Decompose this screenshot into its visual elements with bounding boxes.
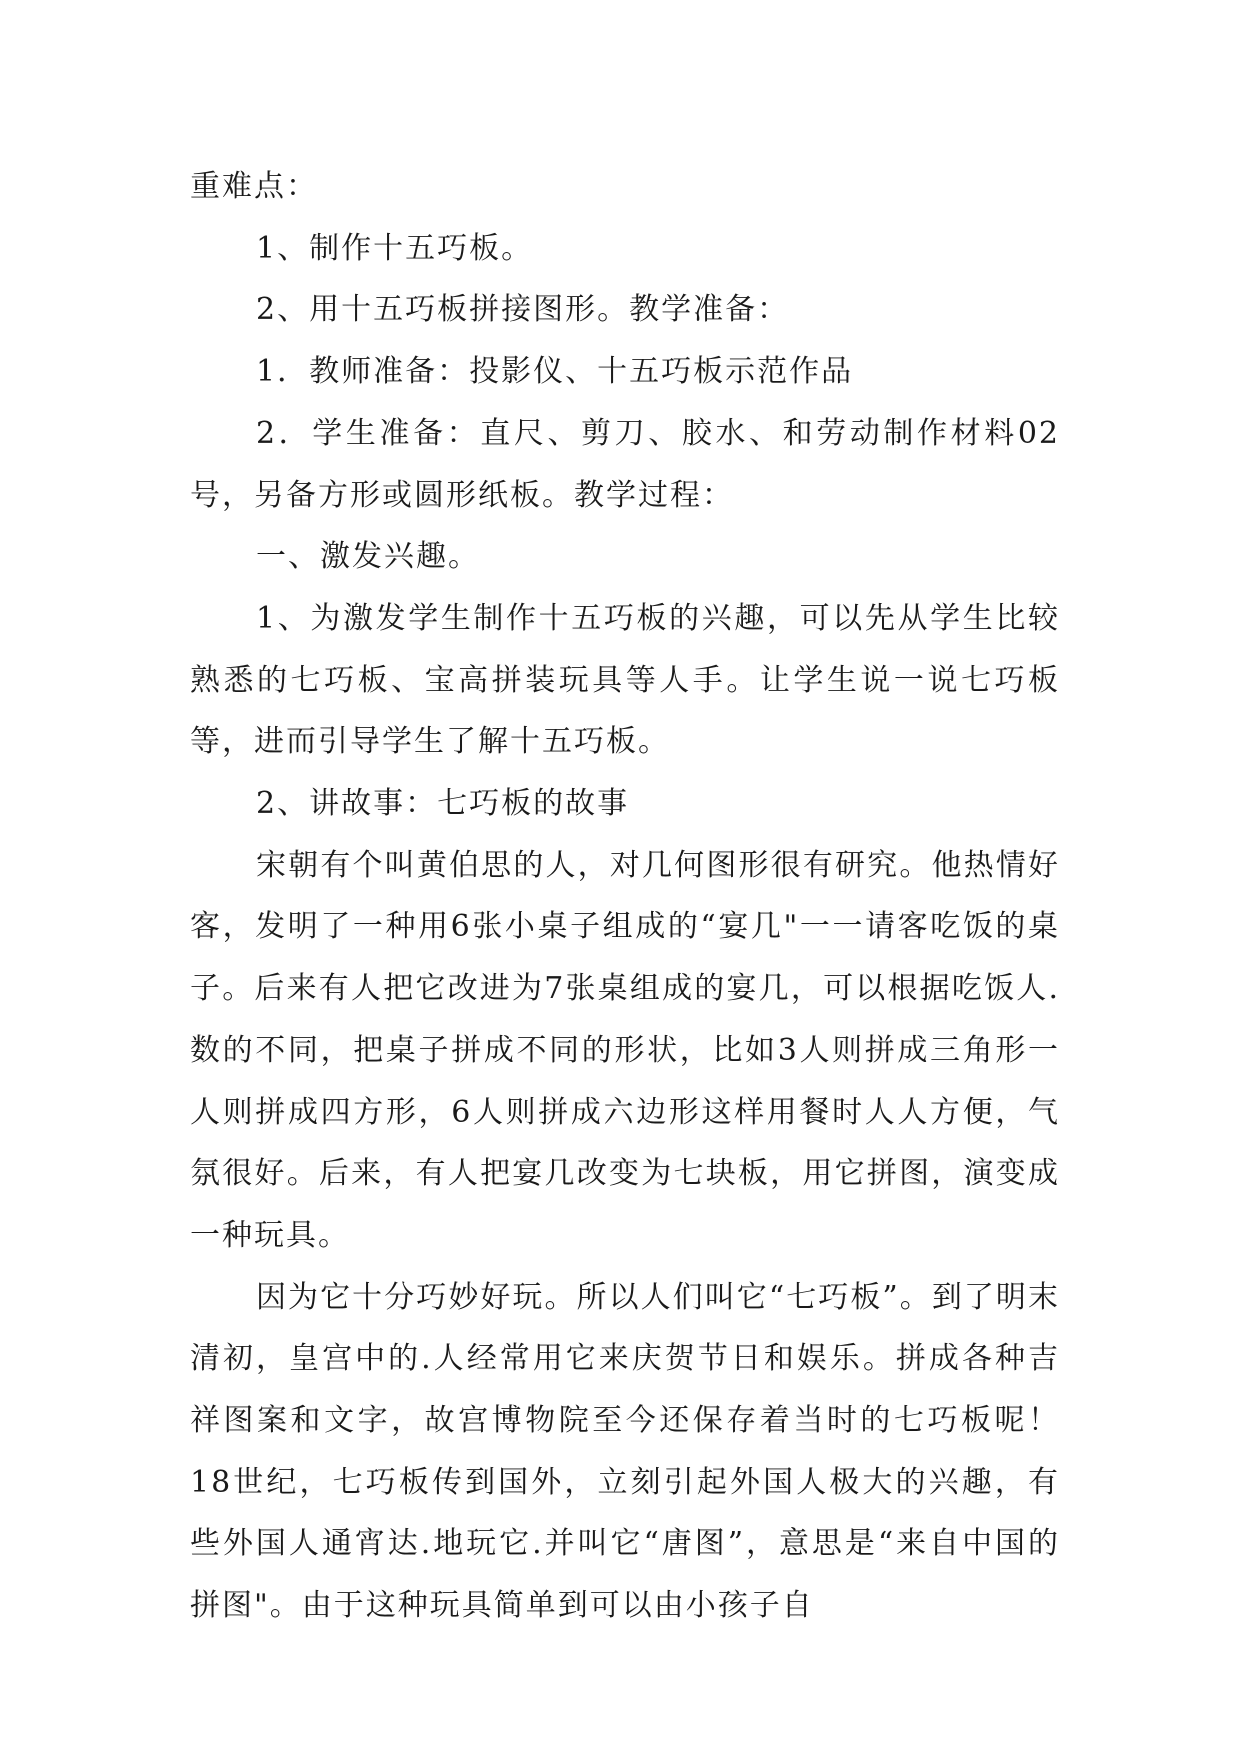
paragraph-story: 宋朝有个叫黄伯思的人，对几何图形很有研究。他热情好客，发明了一种用6张小桌子组成的“宴几"一一请客吃饭的桌子。后来有人把它改进为7张桌组成的宴几，可以根据吃饭人.数的不同，把桌子拼成不同的形状，比如3人则拼成三角形一人则拼成四方形，6人则拼成六边形这样用餐时人人方便，气氛很好。后来，有人把宴几改变为七块板，用它拼图，演变成一种玩具。: [190, 847, 1060, 1253]
document-body: [190, 156, 1060, 1637]
paragraph-item: 1、制作十五巧板。: [256, 230, 534, 266]
paragraph-heading-difficulties: 重难点：: [190, 169, 318, 204]
paragraph-story: 因为它十分巧妙好玩。所以人们叫它“七巧板”。到了明末清初，皇宫中的.人经常用它来庆贺节日和娱乐。拼成各种吉祥图案和文字，故宫博物院至今还保存着当时的七巧板呢！18世纪，七巧板传到国外，立刻引起外国人极大的兴趣，有些外国人通宵达.地玩它.并叫它“唐图”，意思是“来自中国的拼图"。由于这种玩具简单到可以由小孩子自: [190, 1279, 1060, 1624]
paragraph-item: 2．学生准备：直尺、剪刀、胶水、和劳动制作材料02号，另备方形或圆形纸板。教学过程：: [190, 415, 1060, 513]
paragraph-item: 1、为激发学生制作十五巧板的兴趣，可以先从学生比较熟悉的七巧板、宝高拼装玩具等人手。让学生说一说七巧板等，进而引导学生了解十五巧板。: [190, 600, 1060, 760]
paragraph-section-heading: 一、激发兴趣。: [256, 539, 480, 575]
paragraph-item: 2、讲故事：七巧板的故事: [256, 786, 630, 822]
paragraph-item: 1．教师准备：投影仪、十五巧板示范作品: [256, 354, 854, 390]
paragraph-item: 2、用十五巧板拼接图形。教学准备：: [256, 292, 790, 328]
